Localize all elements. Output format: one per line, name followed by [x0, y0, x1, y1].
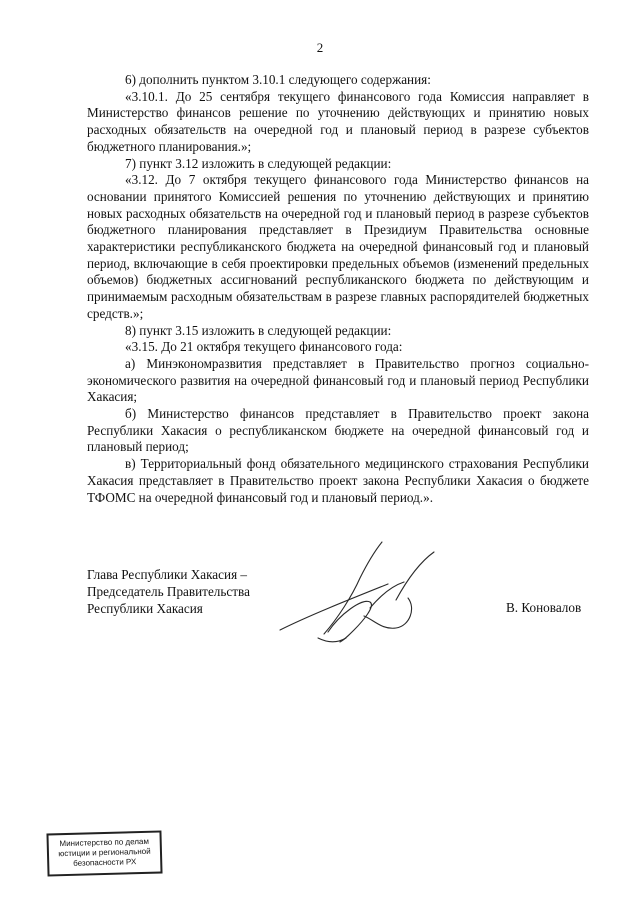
signatory-title-line: Республики Хакасия	[87, 601, 203, 616]
paragraph-3-12: «3.12. До 7 октября текущего финансового года Министерство финансов на основании принятого Комиссией решения по уточнению действующих и принятию новых расходных обязательств на очередной год и плановый период в разрезе субъектов бюджетного планирования представляет в Президиум Правительства основные характеристики республиканского бюджета на очередной финансовый год и плановый период, включающие в себя проектировки предельных объемов (изменений предельных объемов) бюджетных ассигнований республиканского бюджета по действующим и принимаемым расходным обязательствам в разрезе главных распорядителей бюджетных средств.»;	[87, 172, 589, 321]
handwritten-signature	[278, 538, 448, 650]
paragraph-3-15-a: а) Минэкономразвития представляет в Правительство прогноз социально-экономического развития на очередной финансовый год и плановый период Республики Хакасия;	[87, 355, 589, 405]
paragraph-item-8: 8) пункт 3.15 изложить в следующей редакции:	[125, 322, 392, 338]
signatory-title	[87, 566, 250, 617]
page-number: 2	[316, 40, 324, 55]
stamp-line: юстиции и региональной	[58, 846, 151, 859]
paragraph-item-6: 6) дополнить пунктом 3.10.1 следующего содержания:	[125, 72, 431, 87]
paragraph-3-15-b: б) Министерство финансов представляет в Правительство проект закона Республики Хакасия о республиканском бюджете на очередной финансовый год и плановый период;	[87, 406, 589, 455]
signatory-name: В. Коновалов	[506, 600, 582, 615]
stamp-line: Министерство по делам	[59, 836, 150, 849]
paragraph-item-7: 7) пункт 3.12 изложить в следующей редакции:	[125, 155, 392, 171]
paragraph-3-10-1: «3.10.1. До 25 сентября текущего финансового года Комиссия направляет в Министерство финансов решение по уточнению действующих и принятию новых расходных обязательств на очередной год и плановый период в разрезе субъектов бюджетного планирования.»;	[87, 88, 589, 154]
registration-stamp	[46, 831, 162, 877]
document-body	[87, 72, 589, 506]
paragraph-3-15-v: в) Территориальный фонд обязательного медицинского страхования Республики Хакасия представляет в Правительство проект закона Республики Хакасия о бюджете ТФОМС на очередной финансовый год и плановый период.».	[87, 456, 589, 505]
signatory-title-line: Глава Республики Хакасия –	[87, 567, 248, 582]
paragraph-3-15: «3.15. До 21 октября текущего финансового года:	[125, 339, 403, 355]
signatory-title-line: Председатель Правительства	[87, 584, 250, 599]
stamp-line: безопасности РХ	[73, 857, 137, 868]
